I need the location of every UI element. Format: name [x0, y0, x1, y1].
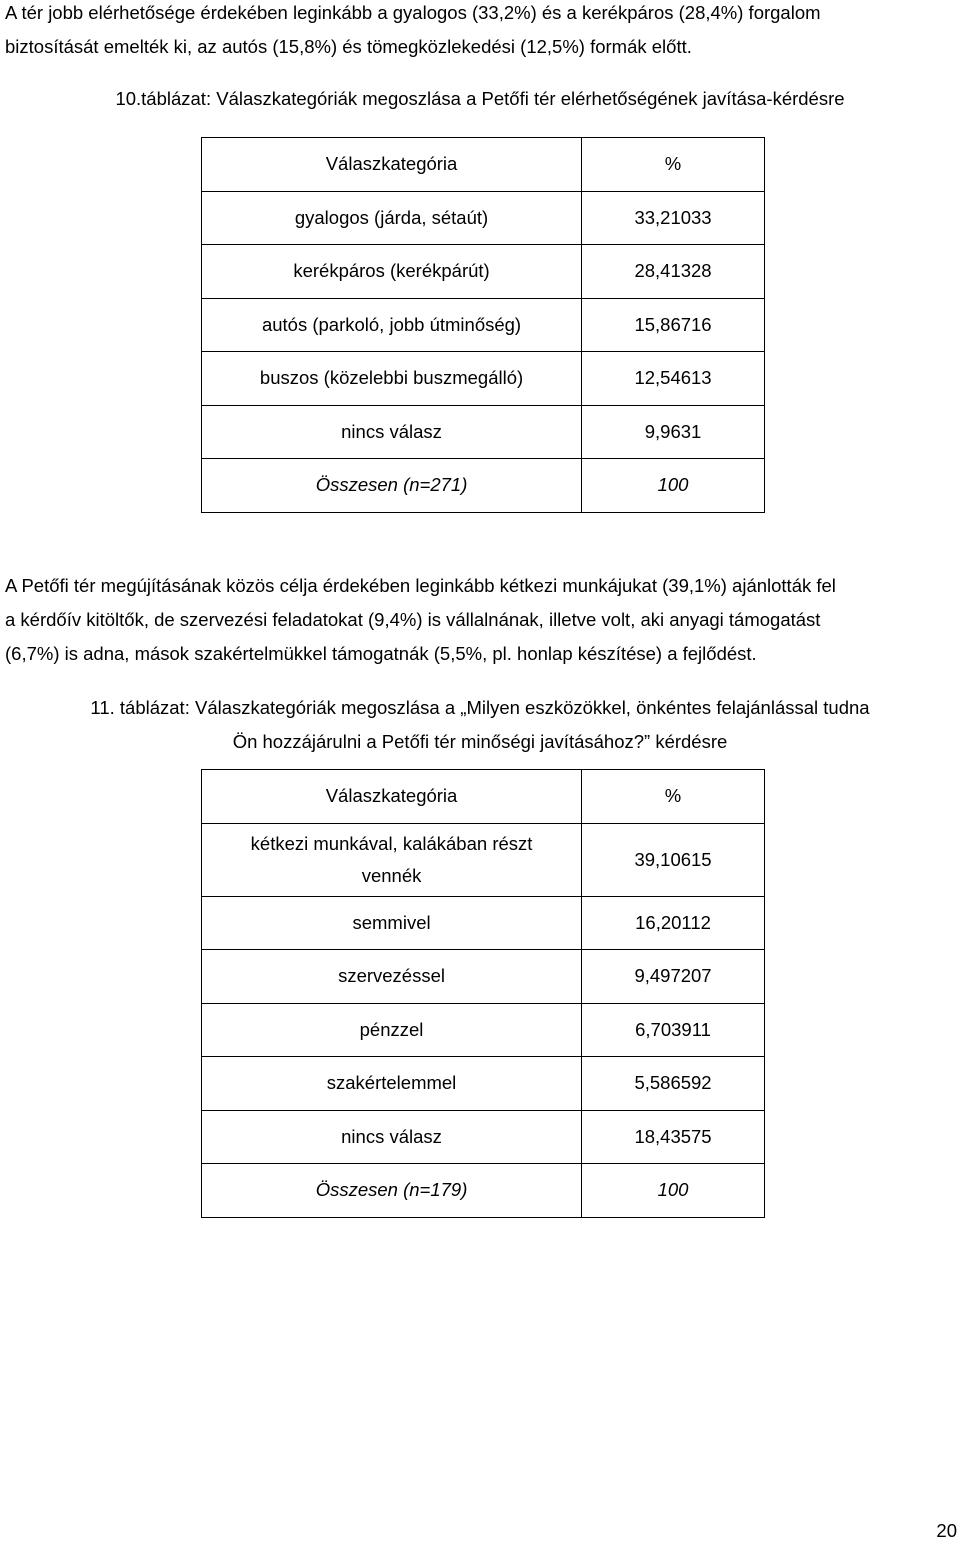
table-row [202, 896, 765, 950]
table2-total-percent: 100 [582, 1164, 765, 1218]
table1-total-row [202, 459, 765, 513]
table-row [202, 950, 765, 1004]
table-cell-percent: 18,43575 [582, 1110, 765, 1164]
table-row [202, 298, 765, 352]
table-cell-category: autós (parkoló, jobb útminőség) [202, 298, 582, 352]
table2-total-category: Összesen (n=179) [202, 1164, 582, 1218]
table-cell-percent: 39,10615 [582, 823, 765, 896]
intro-line-1: A tér jobb elérhetősége érdekében leginkább a gyalogos (33,2%) és a kerékpáros (28,4%) forgalom [5, 2, 821, 23]
table-cell-percent: 9,9631 [582, 405, 765, 459]
table-cell-category: kerékpáros (kerékpárút) [202, 245, 582, 299]
table2-total-row [202, 1164, 765, 1218]
table-cell-category: nincs válasz [202, 405, 582, 459]
table-cell-category: nincs válasz [202, 1110, 582, 1164]
table-cell-category: szervezéssel [202, 950, 582, 1004]
table-cell-percent: 5,586592 [582, 1057, 765, 1111]
table-row [202, 352, 765, 406]
table-cell-category: semmivel [202, 896, 582, 950]
table2-first-category-line-1: kétkezi munkával, kalákában részt [250, 832, 533, 854]
intro-line-2: biztosítását emelték ki, az autós (15,8%) és tömegközlekedési (12,5%) formák előtt. [5, 36, 692, 57]
table-cell-category: szakértelemmel [202, 1057, 582, 1111]
table-cell-percent: 12,54613 [582, 352, 765, 406]
middle-line-2: a kérdőív kitöltők, de szervezési feladatokat (9,4%) is vállalnának, illetve volt, aki anyagi támogatást [5, 609, 821, 630]
table1-caption-text: 10.táblázat: Válaszkategóriák megoszlása a Petőfi tér elérhetőségének javítása-kérdésre [115, 88, 845, 109]
table-cell-category: gyalogos (járda, sétaút) [202, 191, 582, 245]
table-cell-category: pénzzel [202, 1003, 582, 1057]
table2-caption-line-1: 11. táblázat: Válaszkategóriák megoszlása a „Milyen eszközökkel, önkéntes felajánlással tudna [90, 697, 870, 718]
middle-paragraph [5, 569, 960, 671]
middle-line-1: A Petőfi tér megújításának közös célja érdekében leginkább kétkezi munkájukat (39,1%) ajánlották fel [5, 575, 836, 596]
table1-header-row [202, 138, 765, 192]
table2-caption [0, 691, 960, 759]
table1-caption [0, 82, 960, 116]
table2 [201, 769, 765, 1218]
table-cell-percent: 16,20112 [582, 896, 765, 950]
table2-first-category-line-2: vennék [361, 864, 422, 886]
table-cell-percent: 15,86716 [582, 298, 765, 352]
middle-line-3: (6,7%) is adna, mások szakértelmükkel támogatnák (5,5%, pl. honlap készítése) a fejlődést. [5, 643, 757, 664]
table-row [202, 1003, 765, 1057]
table-row [202, 191, 765, 245]
table-cell-percent: 6,703911 [582, 1003, 765, 1057]
table-cell-percent: 28,41328 [582, 245, 765, 299]
table1-total-category: Összesen (n=271) [202, 459, 582, 513]
intro-paragraph [5, 0, 960, 64]
table-cell-percent: 9,497207 [582, 950, 765, 1004]
table1-header-percent: % [582, 138, 765, 192]
table2-header-category: Válaszkategória [202, 770, 582, 824]
table-cell-category [202, 823, 582, 896]
table1 [201, 137, 765, 513]
table2-header-percent: % [582, 770, 765, 824]
page-number: 20 [936, 1520, 957, 1541]
table-row [202, 823, 765, 896]
table1-header-category: Válaszkategória [202, 138, 582, 192]
table-row [202, 1057, 765, 1111]
table-row [202, 1110, 765, 1164]
table2-header-row [202, 770, 765, 824]
table2-caption-line-2: Ön hozzájárulni a Petőfi tér minőségi javításához?” kérdésre [232, 731, 728, 752]
table-cell-percent: 33,21033 [582, 191, 765, 245]
table-row [202, 405, 765, 459]
table1-total-percent: 100 [582, 459, 765, 513]
table-cell-category: buszos (közelebbi buszmegálló) [202, 352, 582, 406]
table-row [202, 245, 765, 299]
